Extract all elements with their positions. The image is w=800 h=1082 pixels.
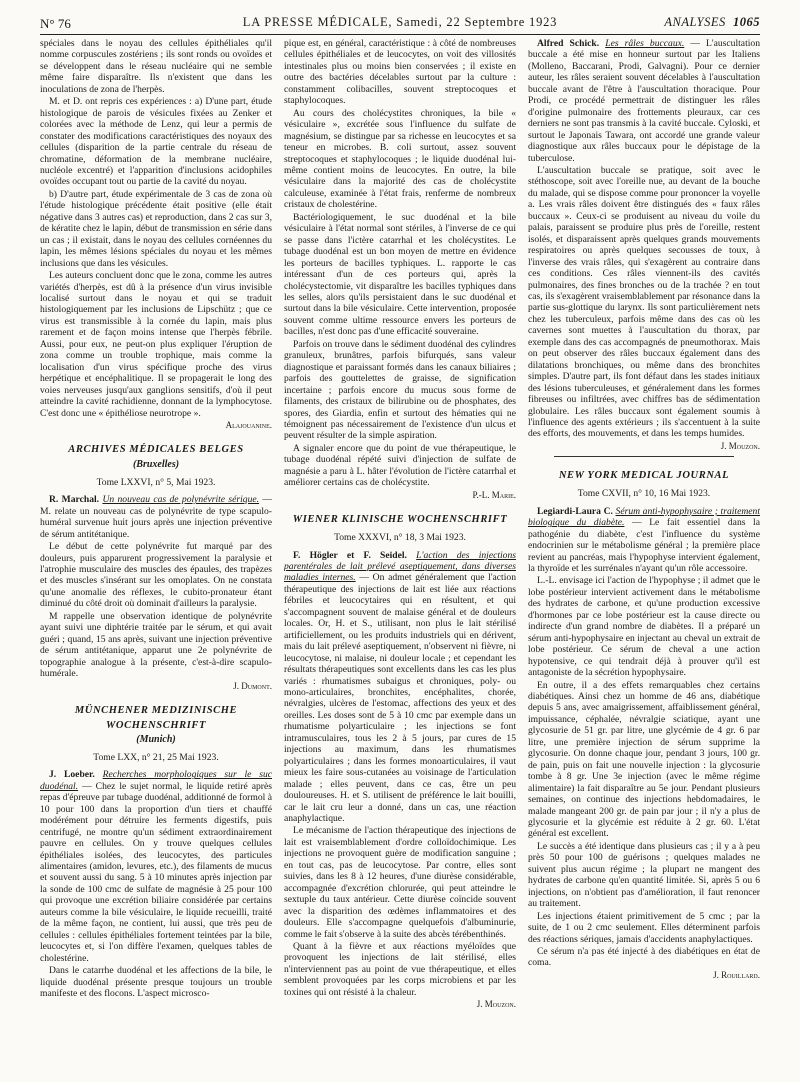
paragraph: pique est, en général, caractéristique : à côté de nombreuses cellules épithéliales et de leucocytes, on voit des villosités intestinales plus ou moins bien conservées ; il existe en outre des bactéries décelables surtout par la culture : constamment colibacilles, souvent streptocoques et staphylocoques. — [284, 38, 516, 107]
article-title: Un nouveau cas de polynévrite sérique. — [102, 494, 260, 506]
paragraph: M rappelle une observation identique de polynévrite ayant suivi une diphtérie traitée par le sérum, et qui avait guéri ; quand, 15 ans après, suivant une injection préventive de sérum antitétanique, apparut une 2e polynévrite de topographie analogue à la présente, c'est-à-dire scapulo-humérale. — [40, 610, 272, 680]
paragraph: Parfois on trouve dans le sédiment duodénal des cylindres granuleux, brunâtres, parfois bifurqués, sans valeur diagnostique et paraissant formés dans les canaux biliaires ; parfois des gouttelettes de graisse, de signification incertaine ; parfois encore du mucus sous forme de filaments, des cristaux de bilirubine ou de phosphates, des spores, des Giardia, enfin et surtout des hématies qui ne témoignent pas nécessairement de l'existence d'un ulcus et peuvent résulter de la simple aspiration. — [284, 338, 516, 442]
section-name: ANALYSES — [664, 15, 726, 29]
abstract-paragraph — [528, 38, 760, 164]
journal-issue: Tome LXX, n° 21, 25 Mai 1923. — [93, 751, 219, 763]
section-divider — [554, 456, 734, 457]
abstract-paragraph — [40, 494, 272, 540]
abstract-paragraph — [528, 506, 760, 575]
paragraph: Le succès a été identique dans plusieurs cas ; il y a à peu près 50 pour 100 de guérisons ; quelques malades ne suivent plus aucun régime ; la plupart ne mangent des hydrates de carbone qu'en quantité limitée. Si, après 5 ou 6 injections, on n'obtient pas d'amélioration, il faut renoncer au traitement. — [528, 840, 760, 910]
paragraph: Au cours des cholécystites chroniques, la bile « vésiculaire », excrétée sous l'influence du sulfate de magnésium, se distingue par sa richesse en leucocytes et sa teneur en microbes. B. coli surtout, assez souvent streptocoques et staphylocoques ; le liquide duodénal lui-même contient moins de leucocytes. En outre, la bile vésiculaire dans la majorité des cas de cholécystite calculeuse, examinée à l'état frais, renferme de nombreux cristaux de cholestérine. — [284, 107, 516, 211]
journal-heading: MÜNCHENER MEDIZINISCHE — [74, 705, 238, 717]
author-signature: J. Mouzon. — [476, 999, 516, 1010]
author-signature: J. Rouillard. — [713, 969, 760, 980]
article-author: Alfred Schick. — [537, 38, 600, 49]
paragraph: A signaler encore que du point de vue thérapeutique, le tubage duodénal répété suivi d'injection de sulfate de magnésie a paru à L. hâter l'évolution de l'ictère catarrhal et améliorer certains cas de cholécystite. — [284, 442, 516, 489]
journal-heading-line2: WOCHENSCHRIFT — [106, 720, 206, 732]
paragraph: b) D'autre part, étude expérimentale de 3 cas de zona où l'étude histologique précédente était positive (elle était négative dans 3 autres cas) et reproduction, dans 2 cas sur 3, de kératite chez le lapin, début de transmission en série dans un cas ; il existait, dans le noyau des cellules cornéennes du lapin, les mêmes lésions spéciales du noyau et les mêmes inclusions que dans les vésicules. — [40, 188, 272, 269]
paragraph: Le début de cette polynévrite fut marqué par des douleurs, puis apparurent progressivement la paralysie et l'atrophie musculaire des muscles des épaules, des trapèzes et des muscles s'insérant sur les omoplates. On ne constata qu'une anomalie des réflexes, le cubito-pronateur étant diminué du côté droit où dominait d'ailleurs la paralysie. — [40, 541, 272, 610]
journal-heading: NEW YORK MEDICAL JOURNAL — [558, 470, 730, 482]
article-author: J. Loeber. — [49, 769, 95, 781]
article-author: Legiardi-Laura C. — [537, 505, 613, 517]
paragraph: Les auteurs concluent donc que le zona, comme les autres variétés d'herpès, est dû à la présence d'un virus invisible localisé surtout dans le noyau et qui se traduit histologiquement par les inclusions de Lipschütz ; que ce virus est transmissible à la cornée du lapin, mais plus rarement et de façon moins intense que l'herpès fébrile. Aussi, pour eux, ne peut-on plus expliquer l'éruption de zona comme un trouble trophique, mais comme la localisation d'un virus spécifique proche des virus herpétique et encéphalitique. Il se propagerait le long des voies nerveuses jusqu'aux ganglions sensitifs, d'où il peut atteindre la cavité rachidienne, donnant de la lymphocytose. C'est donc une « épithéliose neurotrope ». — [40, 270, 272, 419]
paragraph: Les injections étaient primitivement de 5 cmc ; par la suite, de 1 ou 2 cmc seulement. Elles déterminent parfois des réactions sériques, jamais d'accidents anaphylactiques. — [528, 910, 760, 945]
paragraph: Le mécanisme de l'action thérapeutique des injections de lait est vraisemblablement d'ordre colloïdochimique. Les injections ne provoquent guère de modification sanguine ; en tout cas, pas de leucocytose. Par contre, elles sont suivies, dans les 8 à 12 heures, d'une diurèse considérable, accompagnée d'excrétion chlorurée, qui peut atteindre le sextuple du taux antérieur. Cette diurèse coïncide souvent avec la disparition des œdèmes inflammatoires et des douleurs. Elle s'accompagne quelquefois d'albuminurie, comme le fait s'observe à la suite des abcès térébenthinés. — [284, 825, 516, 940]
author-signature: Alajouanine. — [225, 419, 272, 430]
paragraph: Ce sérum n'a pas été injecté à des diabétiques en état de coma. — [528, 945, 760, 969]
journal-masthead — [40, 15, 760, 30]
journal-issue: Tome XXXVI, n° 18, 3 Mai 1923. — [334, 532, 466, 544]
journal-heading: WIENER KLINISCHE WOCHENSCHRIFT — [292, 514, 508, 526]
abstract-text: — Chez le sujet normal, le liquide retiré après repas d'épreuve par tubage duodénal, additionné de formol à 10 pour 100 dans la proportion d'un tiers et chauffé modérément pour détruire les ferments digestifs, puis centrifugé, ne montre qu'un sédiment extraordinairement pauvre en cellules. On y trouve quelques cellules épithéliales isolées, des leucocytes, des particules alimentaires (amidon, levures, etc.), des filaments de mucus et souvent aussi du sang. 5 à 10 minutes après injection par la sonde de 100 cmc de sulfate de magnésie à 25 pour 100 qui provoque une excrétion biliaire considérée par certains auteurs comme la bile vésiculaire, le liquide recueilli, traité de la même façon, ne contient, lui aussi, que très peu de cellules : cellules épithéliales fortement teintées par la bile, leucocytes et, si l'on diffère l'examen, quelques tables de cholestérine. — [40, 780, 272, 964]
journal-name: LA PRESSE MÉDICALE, Samedi, 22 Septembre 1923 — [242, 15, 558, 29]
page-number: N° 76 — [40, 16, 71, 31]
journal-heading: ARCHIVES MÉDICALES BELGES — [68, 444, 244, 456]
journal-city: (Bruxelles) — [132, 459, 180, 471]
paragraph: spéciales dans le noyau des cellules épithéliales qu'il nomme corpuscules zostériens ; ils sont ronds ou ovoïdes et se développent dans le réseau nucléaire qui ne semble même faire disparaître. Ils n'existent que dans les inoculations de zona de l'herpès. — [40, 38, 272, 95]
paragraph: Quant à la fièvre et aux réactions myéloïdes que provoquent les injections de lait stérilisé, elles n'interviennent pas au point de vue thérapeutique, et elles semblent provoquées par les corps microbiens et par les toxines qui ont résisté à la chaleur. — [284, 940, 516, 998]
article-author: F. Högler et F. Seidel. — [293, 549, 407, 561]
paragraph: Bactériologiquement, le suc duodénal et la bile vésiculaire à l'état normal sont stériles, à l'inverse de ce qui se passe dans l'ictère catarrhal et les cholécystites. Le tubage duodénal est un bon moyen de mettre en évidence les porteurs de bacilles typhiques. L. rapporte le cas intéressant d'un de ces porteurs qui, après la cholécystectomie, vit disparaître les bacilles typhiques dans les selles, alors qu'ils persistaient dans le suc duodénal et surtout dans la bile vésiculaire. Cette intervention, proposée souvent comme ultime ressource envers les porteurs de bacilles, n'est donc pas d'une efficacité souveraine. — [284, 211, 516, 338]
paragraph: L'auscultation buccale se pratique, soit avec le stéthoscope, soit avec l'oreille nue, au devant de la bouche du malade, qui se dispose comme pour prononcer la voyelle a. Les vrais râles doivent être distingués des « faux râles buccaux ». Ceux-ci se produisent au niveau du voile du palais, paraissent se produire plus près de l'oreille, restent isolés, et disparaissent après quelques grands mouvements respiratoires ou après quelques secousses de toux, à l'inverse des vrais râles, qui s'exagèrent au contraire dans ces conditions. Ces râles viennent-ils des cavités pulmonaires, des fines bronches ou de la trachée ? en tout cas, ils s'exagèrent vraisemblablement par résonance dans la partie sus-glottique du larynx. Ils sont particulièrement nets chez les tuberculeux, parfois même dans des cas où les cavernes sont muettes à l'auscultation du thorax, par exemple dans des cas accompagnés de pneumothorax. Mais on peut observer des râles buccaux également dans des dilatations bronchiques, ou même dans des bronchites simples. D'autre part, ils font défaut dans les stades initiaux des lésions tuberculeuses, et généralement dans les formes fibreuses ou infiltrées, avec chiffres bas de sédimentation globulaire. Les râles buccaux sont également soumis à l'influence des agents extérieurs ; ils s'accentuent à la suite des efforts, des mouvements, et dans les temps humides. — [528, 164, 760, 440]
author-signature: J. Dumont. — [233, 680, 272, 691]
author-signature: J. Mouzon. — [720, 440, 760, 451]
article-title: Recherches morphologiques sur le suc duodénal. — [40, 769, 272, 792]
abstract-paragraph — [40, 769, 272, 964]
abstract-text: — M. relate un nouveau cas de polynévrite de type scapulo-huméral survenue huit jours après une injection préventive de sérum antitétanique. — [40, 494, 272, 540]
section-page-number: 1065 — [733, 15, 760, 29]
paragraph: L.-L. envisage ici l'action de l'hypophyse ; il admet que le lobe postérieur intervient activement dans le métabolisme des hydrates de carbone, et qu'une production excessive d'hormones par ce lobe postérieur est la cause directe ou indirecte d'un grand nombre de diabètes. Il a préparé un sérum anti-hypophysaire en injectant au cheval un extrait de lobe postérieur. Ce sérum de cheval a une action hypotensive, ce qui tendrait déjà à prouver qu'il est antagoniste de la sécrétion hypophysaire. — [528, 575, 760, 679]
journal-issue: Tome LXXVI, n° 5, Mai 1923. — [96, 476, 216, 488]
article-author: R. Marchal. — [49, 494, 100, 506]
paragraph: M. et D. ont repris ces expériences : a) D'une part, étude histologique de parois de vésicules fixées au Zenker et colorées avec la méthode de Lenz, qui leur a permis de constater des modifications caractéristiques des noyaux des cellules (disparition de la partie centrale du réseau de chromatine, déformation de la membrane nucléaire, nucléole excentré) et l'apparition d'inclusions acidophiles ovoïdes occupant tout ou partie de la cavité du noyau. — [40, 96, 272, 188]
column-3 — [528, 38, 760, 1074]
abstract-text: — L'auscultation buccale a été mise en honneur surtout par les Italiens (Molleno, Baccarani, Prodi, Galvagni). Pour ce dernier auteur, les râles seraient souvent décelables à l'auscultation buccale avant de l'être à l'auscultation thoracique. Pour Prodi, ce procédé permettrait de distinguer les râles d'origine pulmonaire des frottements pleuraux, car ces derniers ne sont pas transmis à la cavité buccale. Cyloski, et surtout le Japonais Tawara, ont accordé une grande valeur diagnostique aux râles buccaux pour le dépistage de la tuberculose. — [528, 38, 760, 164]
article-title: Les râles buccaux. — [605, 38, 685, 49]
page-header — [40, 12, 760, 35]
journal-issue: Tome CXVII, n° 10, 16 Mai 1923. — [577, 488, 711, 500]
author-signature: P.-L. Marie. — [472, 489, 516, 500]
article-title: Sérum anti-hypophysaire ; traitement biologique du diabète. — [528, 505, 760, 529]
column-2 — [284, 38, 516, 1074]
abstract-paragraph — [284, 550, 516, 825]
article-title: L'action des injections parentérales de lait prélevé aseptiquement, dans diverses maladies internes. — [284, 549, 516, 584]
abstract-text: — Le fait essentiel dans la pathogénie du diabète, c'est l'influence du système endocrinien sur le métabolisme général ; la première place revient au pancréas, mais l'hypophyse intervient également, la thyroïde et les surrénales n'ayant qu'un rôle accessoire. — [528, 517, 760, 575]
column-1 — [40, 38, 272, 1074]
paragraph: En outre, il a des effets remarquables chez certains diabétiques. Ainsi chez un homme de 46 ans, diabétique depuis 5 ans, avec amaigrissement, affaiblissement général, impuissance, céphalée, névralgie sciatique, ayant une glycosurie de 51 gr. par litre, une glycémie de 4 gr. 6 par litre, une première injection de sérum supprime la glycosurie. On donne chaque jour, pendant 3 jours, 100 gr. de pain, puis on fait une nouvelle injection : la glycosurie tombe à 8 gr. Une 3e injection (avec le même régime alimentaire) la fait disparaître au 5e jour. Pendant plusieurs semaines, on continue des injections hebdomadaires, le malade mangeant 200 gr. de pain par jour ; il n'y a plus de glycosurie et la glycémie est réduite à 2 gr. 60. L'état général est excellent. — [528, 679, 760, 840]
abstract-text: — On admet généralement que l'action thérapeutique des injections de lait est liée aux réactions fébriles et leucocytaires qui en résultent, et qui s'accompagnent souvent de malaise général et de douleurs locales. Or, H. et S., utilisant, non plus le lait stérilisé artificiellement, ou les produits industriels qui en dérivent, mais du lait prélevé aseptiquement, n'observent ni fièvre, ni leucocytose, ni malaise, ni douleur locale ; et cependant les résultats thérapeutiques sont excellents dans les cas les plus variés : rhumatismes subaigus et chroniques, poly- ou mono-articulaires, bronchites, encéphalites, chorée, névralgies, ulcères de l'estomac, affections des yeux et des oreilles. Les doses sont de 5 à 10 cmc par exemple dans un rhumatisme polyarticulaire ; les injections se font intramusculaires, tous les 2 à 5 jours, par cures de 15 injections au maximum, dans les rhumatismes polyarticulaires ; dans les formes monoarticulaires, il vaut mieux les faire sous-cutanées au voisinage de l'articulation malade ; elles peuvent, dans ce cas, être un peu douloureuses. H. et S. utilisent de préférence le lait bouilli, car le lait cru leur a donné, dans un cas, une réaction anaphylactique. — [284, 572, 516, 824]
section-label — [664, 15, 760, 30]
paragraph: Dans le catarrhe duodénal et les affections de la bile, le liquide duodénal présente presque toujours un trouble manifeste et des flocons. L'aspect microsco- — [40, 965, 272, 999]
journal-city: (Munich) — [136, 734, 176, 746]
